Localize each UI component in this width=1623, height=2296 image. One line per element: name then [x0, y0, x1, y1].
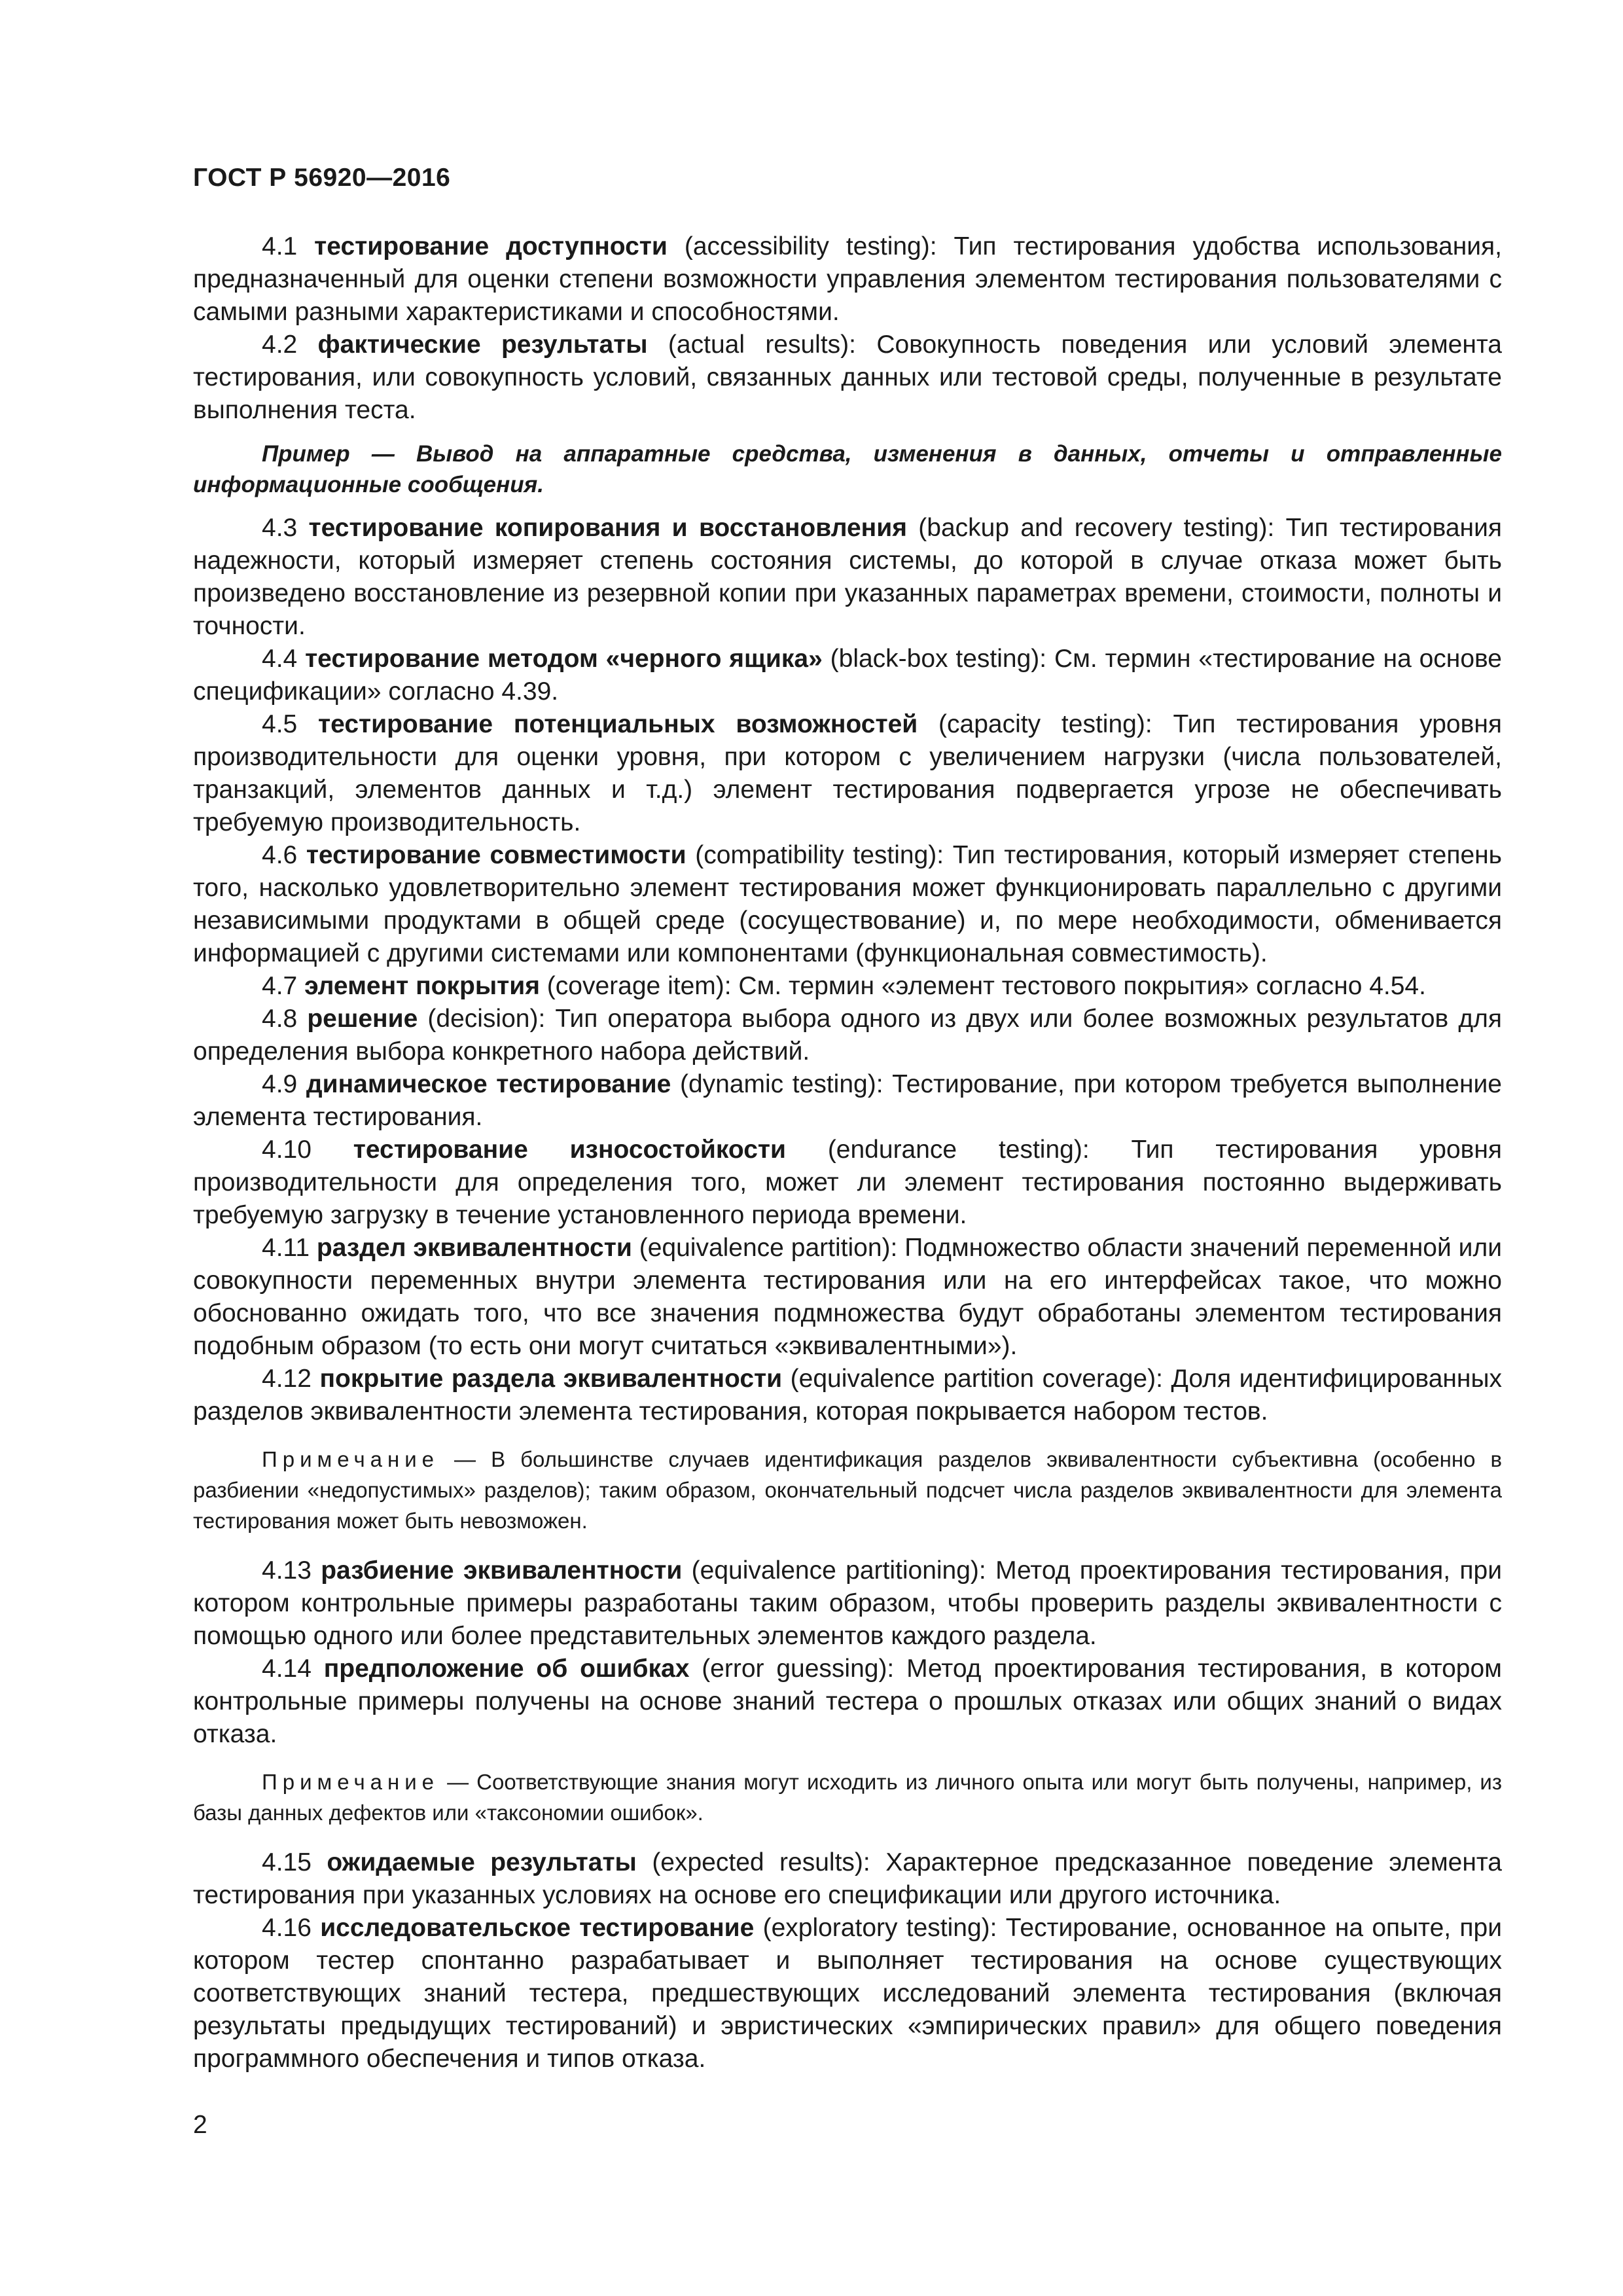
note-text: — Соответствующие знания могут исходить из личного опыта или могут быть получены, например, из базы данных дефектов или «таксономии ошибок». [193, 1770, 1502, 1825]
definition-entry [193, 1912, 1502, 2075]
entry-term: покрытие раздела эквивалентности [319, 1365, 783, 1393]
entry-term: динамическое тестирование [306, 1070, 671, 1098]
definition-entry [193, 839, 1502, 970]
entry-definition: (error guessing): Метод проектирования тестирования, в котором контрольные примеры получены на основе знаний тестера о прошлых отказах или общих знаний о видах отказа. [193, 1655, 1502, 1748]
entry-number: 4.12 [262, 1365, 312, 1393]
entry-number: 4.7 [262, 972, 298, 1000]
note [193, 1444, 1502, 1536]
entry-term: тестирование методом «черного ящика» [305, 645, 823, 673]
entry-number: 4.9 [262, 1070, 298, 1098]
definition-entry [193, 230, 1502, 329]
entry-definition: (equivalence partitioning): Метод проектирования тестирования, при котором контрольные примеры разработаны таким образом, чтобы проверить разделы эквивалентности с помощью одного или более представительных элементов каждого раздела. [193, 1556, 1503, 1650]
definition-entry [193, 1068, 1502, 1134]
entry-definition: (equivalence partition coverage): Доля идентифицированных разделов эквивалентности элемента тестирования, которая покрывается набором тестов. [193, 1365, 1502, 1426]
note-text: — В большинстве случаев идентификация разделов эквивалентности субъективна (особенно в разбиении «недопустимых» разделов); таким образом, окончательный подсчет числа разделов эквивалентности для элемента тестирования может быть невозможен. [193, 1447, 1502, 1533]
definition-entry [193, 970, 1502, 1003]
entry-number: 4.10 [262, 1136, 312, 1164]
definition-entry [193, 1232, 1502, 1363]
entry-definition: (actual results): Совокупность поведения или условий элемента тестирования, или совокупность условий, связанных данных или тестовой среды, полученные в результате выполнения теста. [193, 331, 1503, 424]
note [193, 1767, 1502, 1828]
entry-term: решение [307, 1005, 418, 1033]
entry-definition: (capacity testing): Тип тестирования уровня производительности для оценки уровня, при котором с увеличением нагрузки (числа пользователей, транзакций, элементов данных и т.д.) элемент тестирования подвергается угрозе не обеспечивать требуемую производительность. [193, 710, 1502, 836]
entry-term: тестирование совместимости [306, 841, 687, 869]
definition-entry [193, 1363, 1502, 1428]
entry-term: тестирование износостойкости [353, 1136, 786, 1164]
entry-term: раздел эквивалентности [316, 1234, 632, 1262]
entry-definition: (decision): Тип оператора выбора одного из двух или более возможных результатов для определения выбора конкретного набора действий. [193, 1005, 1502, 1066]
entry-number: 4.2 [262, 331, 298, 359]
entry-definition: (black-box testing): См. термин «тестирование на основе спецификации» согласно 4.39. [193, 645, 1502, 706]
definition-entry [193, 512, 1502, 643]
entry-number: 4.16 [262, 1914, 312, 1942]
entry-number: 4.1 [262, 232, 298, 260]
definition-entry [193, 1653, 1502, 1751]
entry-number: 4.4 [262, 645, 298, 673]
entry-definition: (backup and recovery testing): Тип тестирования надежности, который измеряет степень состояния системы, до которой в случае отказа может быть произведено восстановление из резервной копии при указанных параметрах времени, стоимости, полноты и точности. [193, 514, 1502, 640]
definition-entry [193, 1003, 1502, 1068]
definition-entry [193, 1846, 1502, 1912]
example-note: Пример — Вывод на аппаратные средства, изменения в данных, отчеты и отправленные информационные сообщения. [193, 441, 1502, 497]
note-label: Примечание [262, 1770, 440, 1794]
entry-number: 4.8 [262, 1005, 298, 1033]
entry-number: 4.15 [262, 1848, 312, 1876]
entry-term: предположение об ошибках [323, 1655, 690, 1683]
entry-definition: (accessibility testing): Тип тестирования удобства использования, предназначенный для оценки степени возможности управления элементом тестирования пользователями с самыми разными характеристиками и способностями. [193, 232, 1502, 326]
entry-definition: (dynamic testing): Тестирование, при котором требуется выполнение элемента тестирования. [193, 1070, 1502, 1131]
standard-header: ГОСТ Р 56920—2016 [193, 164, 451, 192]
definition-entry [193, 708, 1502, 839]
entry-term: тестирование доступности [314, 232, 668, 260]
entry-number: 4.14 [262, 1655, 312, 1683]
entry-definition: (compatibility testing): Тип тестирования, который измеряет степень того, насколько удовлетворительно элемент тестирования может функционировать параллельно с другими независимыми продуктами в общей среде (сосуществование) и, по мере необходимости, обменивается информацией с другими системами или компонентами (функциональная совместимость). [193, 841, 1502, 967]
definitions-list [193, 230, 1502, 2075]
entry-definition: (exploratory testing): Тестирование, основанное на опыте, при котором тестер спонтанно разрабатывает и выполняет тестирования на основе существующих соответствующих знаний тестера, предшествующих исследований элемента тестирования (включая результаты предыдущих тестирований) и эвристических «эмпирических правил» для общего поведения программного обеспечения и типов отказа. [193, 1914, 1502, 2073]
definition-entry [193, 1554, 1502, 1653]
entry-term: фактические результаты [317, 331, 648, 359]
definition-entry [193, 329, 1502, 427]
page-number: 2 [193, 2111, 207, 2139]
definition-entry [193, 1134, 1502, 1232]
note-label: Примечание [262, 1447, 440, 1471]
entry-term: элемент покрытия [304, 972, 540, 1000]
entry-definition: (coverage item): См. термин «элемент тестового покрытия» согласно 4.54. [539, 972, 1426, 1000]
entry-number: 4.11 [262, 1234, 310, 1262]
entry-number: 4.3 [262, 514, 298, 542]
entry-number: 4.6 [262, 841, 298, 869]
entry-definition: (endurance testing): Тип тестирования уровня производительности для определения того, может ли элемент тестирования постоянно выдерживать требуемую загрузку в течение установленного периода времени. [193, 1136, 1503, 1229]
entry-term: исследовательское тестирование [320, 1914, 755, 1942]
definition-entry [193, 643, 1502, 708]
entry-number: 4.13 [262, 1556, 312, 1585]
entry-definition: (equivalence partition): Подмножество области значений переменной или совокупности переменных внутри элемента тестирования или на его интерфейсах такое, что можно обоснованно ожидать того, что все значения подмножества будут обработаны элементом тестирования подобным образом (то есть они могут считаться «эквивалентными»). [193, 1234, 1502, 1360]
entry-term: тестирование копирования и восстановления [308, 514, 907, 542]
entry-term: тестирование потенциальных возможностей [318, 710, 918, 738]
entry-term: разбиение эквивалентности [321, 1556, 683, 1585]
entry-number: 4.5 [262, 710, 298, 738]
entry-definition: (expected results): Характерное предсказанное поведение элемента тестирования при указанных условиях на основе его спецификации или другого источника. [193, 1848, 1502, 1909]
entry-term: ожидаемые результаты [327, 1848, 637, 1876]
